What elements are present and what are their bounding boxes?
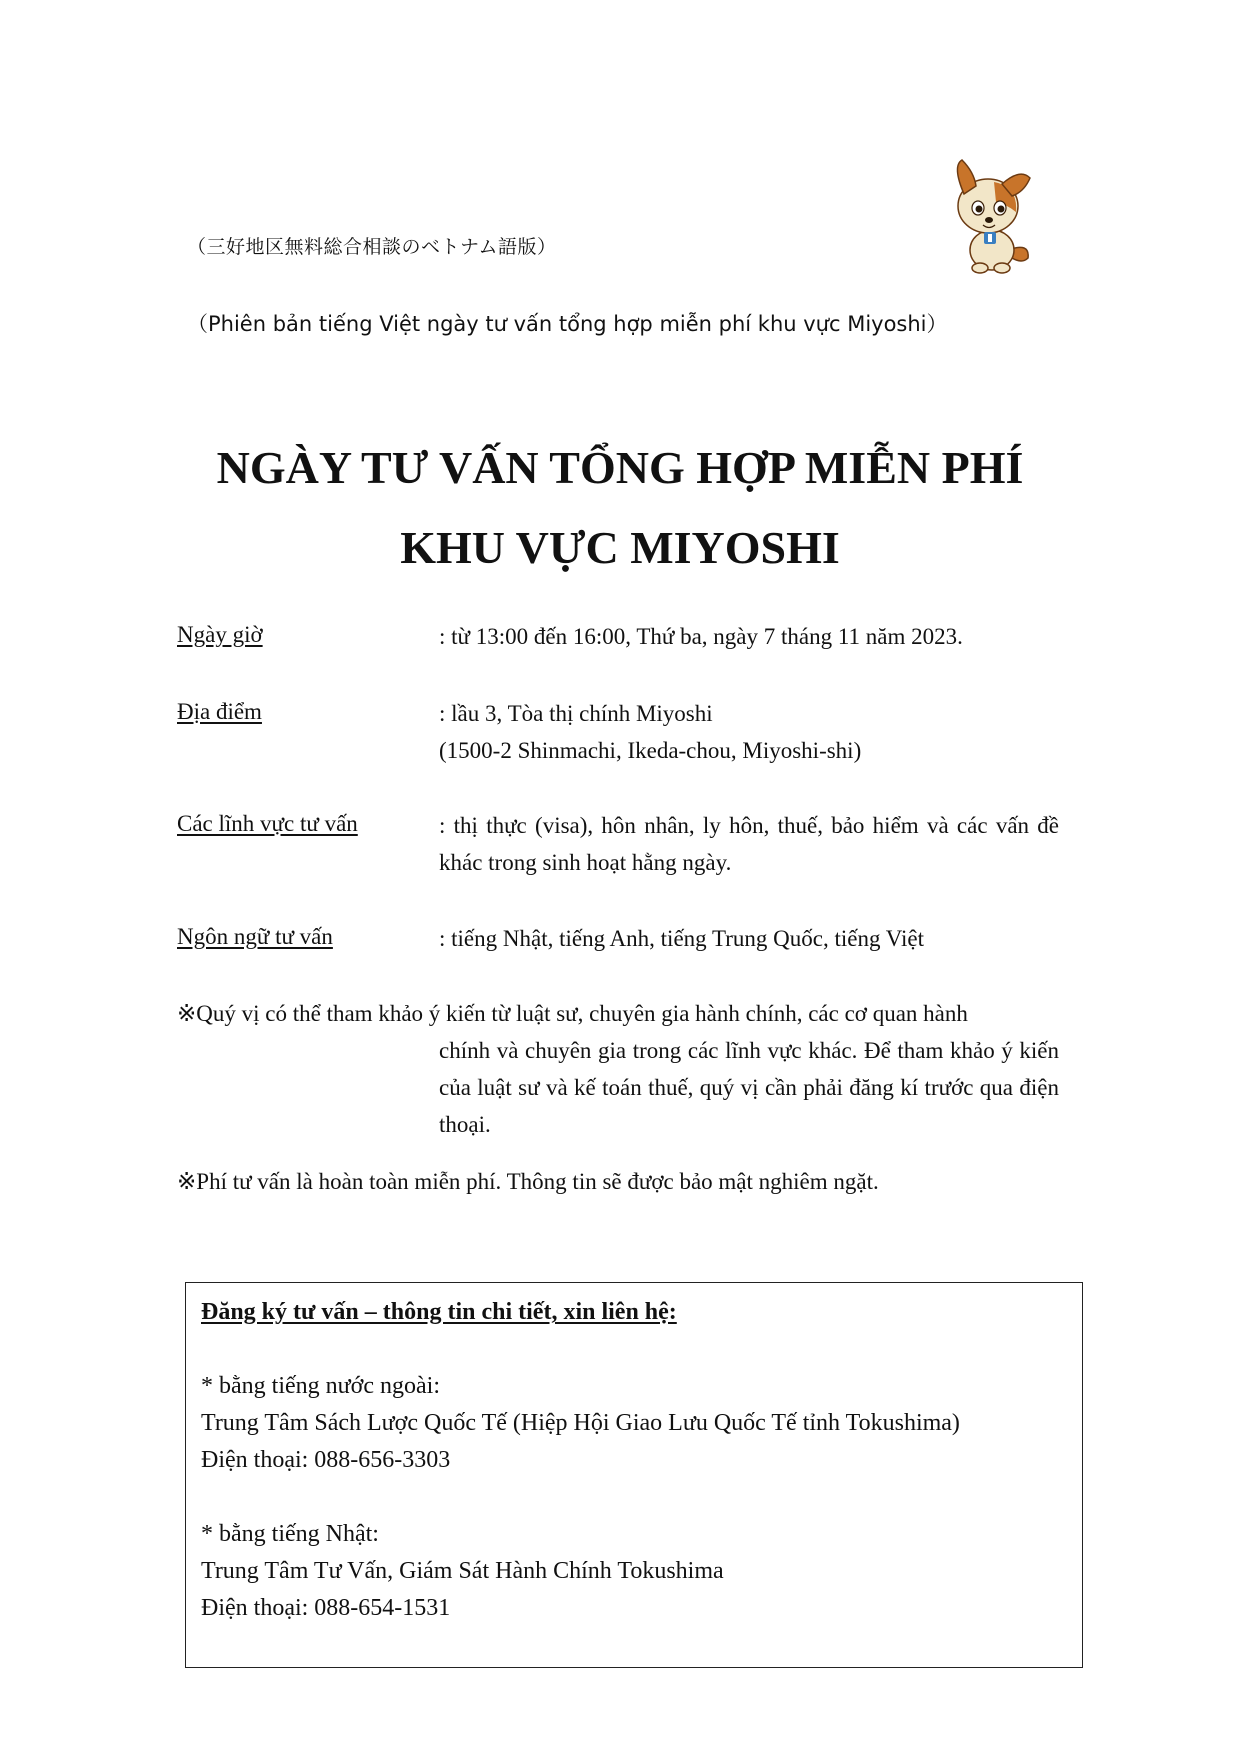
note-experts-first-line: ※Quý vị có thể tham khảo ý kiến từ luật sư, chuyên gia hành chính, các cơ quan hành <box>177 1001 968 1026</box>
note-experts-continuation: chính và chuyên gia trong các lĩnh vực khác. Để tham khảo ý kiến của luật sư và kế toán thuế, quý vị cần phải đăng kí trước qua điện thoại. <box>439 1038 1059 1137</box>
location-value: : lầu 3, Tòa thị chính Miyoshi <box>439 701 713 726</box>
japanese-phone: Điện thoại: 088-654-1531 <box>201 1595 451 1621</box>
date-value: : từ 13:00 đến 16:00, Thứ ba, ngày 7 tháng 11 năm 2023. <box>439 624 963 649</box>
main-title-line-2: KHU VỰC MIYOSHI <box>400 522 840 573</box>
fields-label: Các lĩnh vực tư vấn <box>177 811 358 836</box>
location-label: Địa điểm <box>177 699 262 724</box>
japanese-org: Trung Tâm Tư Vấn, Giám Sát Hành Chính Tokushima <box>201 1558 724 1584</box>
languages-label: Ngôn ngữ tư vấn <box>177 924 333 949</box>
foreign-language-phone: Điện thoại: 088-656-3303 <box>201 1447 451 1473</box>
japanese-label: * bằng tiếng Nhật: <box>201 1521 379 1547</box>
japanese-subtitle: （三好地区無料総合相談のベトナム語版） <box>187 236 557 258</box>
location-address: (1500-2 Shinmachi, Ikeda-chou, Miyoshi-shi) <box>439 738 862 763</box>
note-free-confidential: ※Phí tư vấn là hoàn toàn miễn phí. Thông tin sẽ được bảo mật nghiêm ngặt. <box>177 1169 879 1194</box>
fields-value: : thị thực (visa), hôn nhân, ly hôn, thuế, bảo hiểm và các vấn đề khác trong sinh hoạt hằng ngày. <box>439 813 1059 875</box>
main-title-line-1: NGÀY TƯ VẤN TỔNG HỢP MIỄN PHÍ <box>216 442 1024 493</box>
dog-mascot-icon <box>946 158 1036 276</box>
foreign-language-label: * bằng tiếng nước ngoài: <box>201 1373 440 1399</box>
date-label: Ngày giờ <box>177 622 263 647</box>
vietnamese-subtitle: （Phiên bản tiếng Việt ngày tư vấn tổng hợp miễn phí khu vực Miyoshi） <box>187 312 948 336</box>
languages-value: : tiếng Nhật, tiếng Anh, tiếng Trung Quốc, tiếng Việt <box>439 926 924 951</box>
contact-heading: Đăng ký tư vấn – thông tin chi tiết, xin liên hệ: <box>201 1299 677 1325</box>
contact-box <box>185 1282 1083 1668</box>
foreign-language-org: Trung Tâm Sách Lược Quốc Tế (Hiệp Hội Giao Lưu Quốc Tế tỉnh Tokushima) <box>201 1410 960 1436</box>
